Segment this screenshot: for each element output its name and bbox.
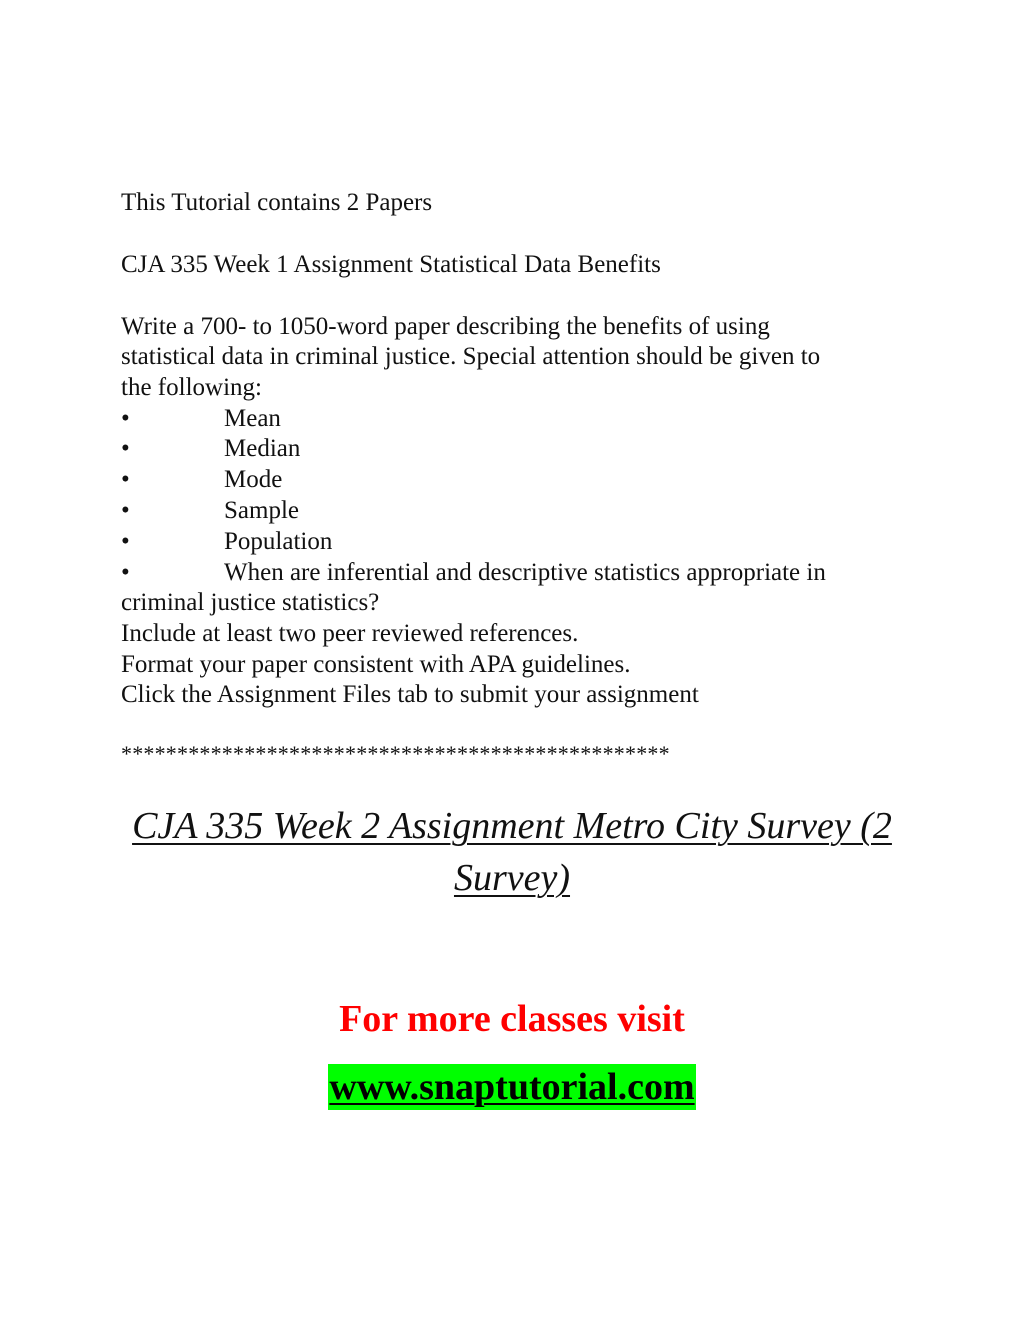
bullet-item: Mode: [224, 466, 283, 493]
bullet-marker: •: [121, 559, 130, 586]
bullet-item: Median: [224, 435, 301, 462]
assignment-text-line: the following:: [121, 374, 262, 401]
bullet-item: When are inferential and descriptive statistics appropriate in: [224, 559, 826, 586]
assignment-text-line: Write a 700- to 1050-word paper describing the benefits of using: [121, 313, 770, 340]
bullet-marker: •: [121, 435, 130, 462]
separator-stars: *************************************************: [121, 741, 670, 766]
week1-title: CJA 335 Week 1 Assignment Statistical Data Benefits: [121, 251, 661, 278]
bullet-marker: •: [121, 405, 130, 432]
bullet-marker: •: [121, 528, 130, 555]
bullet-marker: •: [121, 466, 130, 493]
assignment-text-line: Format your paper consistent with APA guidelines.: [121, 651, 631, 678]
bullet-marker: •: [121, 497, 130, 524]
week2-title-line: CJA 335 Week 2 Assignment Metro City Survey (2: [132, 805, 892, 847]
week2-title-line: Survey): [453, 857, 571, 899]
snaptutorial-link[interactable]: www.snaptutorial.com: [329, 1066, 695, 1108]
promo-heading: For more classes visit: [339, 998, 685, 1040]
bullet-item: Population: [224, 528, 333, 555]
bullet-item: Mean: [224, 405, 281, 432]
bullet-item: Sample: [224, 497, 299, 524]
assignment-text-line: statistical data in criminal justice. Special attention should be given to: [121, 343, 821, 370]
assignment-text-line: Click the Assignment Files tab to submit your assignment: [121, 681, 699, 708]
assignment-text-line: criminal justice statistics?: [121, 589, 380, 616]
tutorial-intro: This Tutorial contains 2 Papers: [121, 189, 433, 216]
assignment-text-line: Include at least two peer reviewed references.: [121, 620, 579, 647]
promo-link-wrapper: [0, 1064, 1024, 1110]
